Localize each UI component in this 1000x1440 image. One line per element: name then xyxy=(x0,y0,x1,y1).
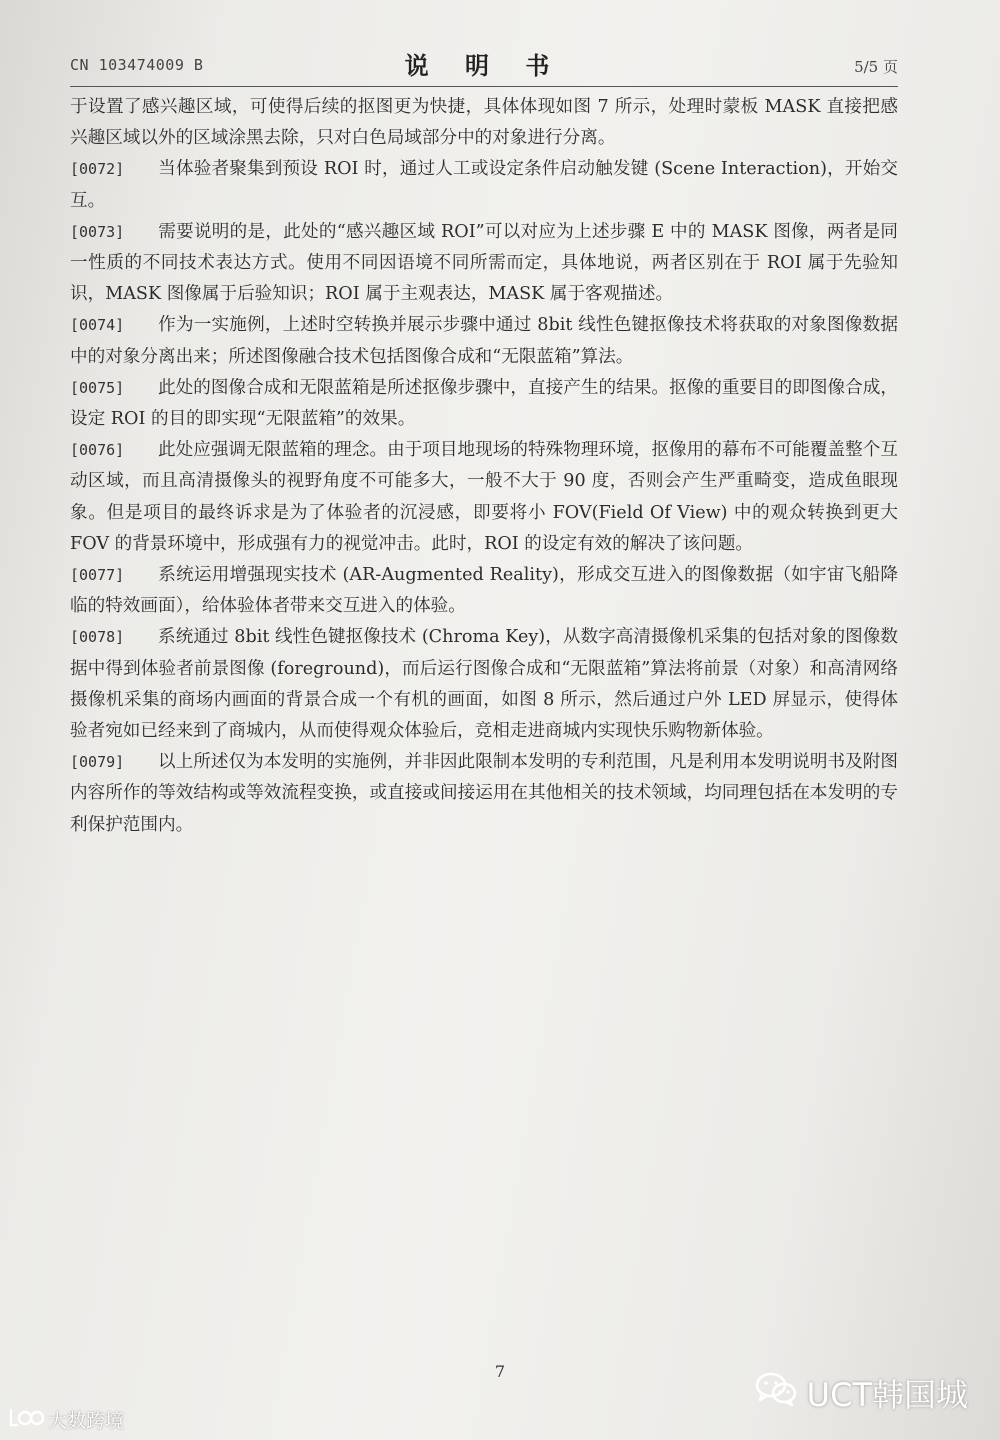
page-count: 5/5 页 xyxy=(854,58,898,76)
paragraph-text: 于设置了感兴趣区域，可使得后续的抠图更为快捷，具体体现如图 7 所示，处理时蒙板 MASK 直接把感兴趣区域以外的区域涂黑去除，只对白色局域部分中的对象进行分离。 xyxy=(70,97,898,149)
paragraph-number: [0072] xyxy=(70,160,125,179)
header-divider xyxy=(70,86,898,87)
paragraph-text: 以上所述仅为本发明的实施例，并非因此限制本发明的专利范围，凡是利用本发明说明书及附图内容所作的等效结构或等效流程变换，或直接或间接运用在其他相关的技术领域，均同理包括在本发明的专利保护范围内。 xyxy=(70,752,898,835)
paragraph-0074 xyxy=(70,310,898,372)
paragraph-text: 需要说明的是，此处的“感兴趣区域 ROI”可以对应为上述步骤 E 中的 MASK 图像，两者是同一性质的不同技术表达方式。使用不同因语境不同所需而定，具体地说，两者区别在于 ROI 属于先验知识，MASK 图像属于后验知识；ROI 属于主观表达，MASK 属于客观描述。 xyxy=(70,221,898,305)
paragraph-text: 作为一实施例，上述时空转换并展示步骤中通过 8bit 线性色键抠像技术将获取的对象图像数据中的对象分离出来；所述图像融合技术包括图像合成和“无限蓝箱”算法。 xyxy=(70,315,898,367)
paragraph-0075 xyxy=(70,373,898,435)
page-header xyxy=(70,44,898,80)
bigdata-logo-icon xyxy=(8,1405,44,1434)
paragraph-0073 xyxy=(70,217,898,311)
paragraph-0079 xyxy=(70,747,898,841)
paragraph-0077 xyxy=(70,560,898,622)
paragraph-0078 xyxy=(70,622,898,747)
paragraph-number: [0075] xyxy=(70,378,125,397)
paragraph-number: [0079] xyxy=(70,753,125,772)
paragraph-text: 当体验者聚集到预设 ROI 时，通过人工或设定条件启动触发键 (Scene Interaction)，开始交互。 xyxy=(70,159,898,211)
bigdata-watermark-text: 大数跨境 xyxy=(48,1410,125,1432)
paragraph-text: 系统运用增强现实技术 (AR-Augmented Reality)，形成交互进入的图像数据（如宇宙飞船降临的特效画面），给体验体者带来交互进入的体验。 xyxy=(70,565,898,617)
page-number: 7 xyxy=(494,1362,506,1381)
bigdata-watermark xyxy=(8,1405,124,1434)
paragraph-number: [0078] xyxy=(70,628,125,647)
description-body xyxy=(70,92,898,841)
wechat-account-name: UCT韩国城 xyxy=(806,1376,968,1414)
paragraph-0072 xyxy=(70,154,898,216)
paragraph-text: 系统通过 8bit 线性色键抠像技术 (Chroma Key)，从数字高清摄像机采集的包括对象的图像数据中得到体验者前景图像 (foreground)，而后运行图像合成和“无限蓝箱”算法将前景（对象）和高清网络摄像机采集的商场内画面的背景合成一个有机的画面，如图 8 所示，然后通过户外 LED 屏显示，使得体验者宛如已经来到了商城内，从而使得观众体验后，竞相走进商城内实现快乐购物新体验。 xyxy=(70,627,898,742)
document-title: 说 明 书 xyxy=(404,52,564,80)
wechat-icon xyxy=(755,1371,797,1415)
publication-number: CN 103474009 B xyxy=(70,56,204,74)
paragraph-text: 此处应强调无限蓝箱的理念。由于项目地现场的特殊物理环境，抠像用的幕布不可能覆盖整个互动区域，而且高清摄像头的视野角度不可能多大，一般不大于 90 度，否则会产生严重畸变，造成鱼眼现象。但是项目的最终诉求是为了体验者的沉浸感，即要将小 FOV(Field Of View) 中的观众转换到更大 FOV 的背景环境中，形成强有力的视觉冲击。此时，ROI 的设定有效的解决了该问题。 xyxy=(70,440,898,554)
paragraph-number: [0073] xyxy=(70,222,125,241)
paragraph-text: 此处的图像合成和无限蓝箱是所述抠像步骤中，直接产生的结果。抠像的重要目的即图像合成，设定 ROI 的目的即实现“无限蓝箱”的效果。 xyxy=(70,377,898,430)
paragraph-continuation xyxy=(70,92,898,154)
paragraph-number: [0077] xyxy=(70,566,125,585)
paragraph-0076 xyxy=(70,435,898,560)
paragraph-number: [0076] xyxy=(70,441,125,460)
wechat-watermark xyxy=(755,1370,968,1416)
paragraph-number: [0074] xyxy=(70,316,125,335)
